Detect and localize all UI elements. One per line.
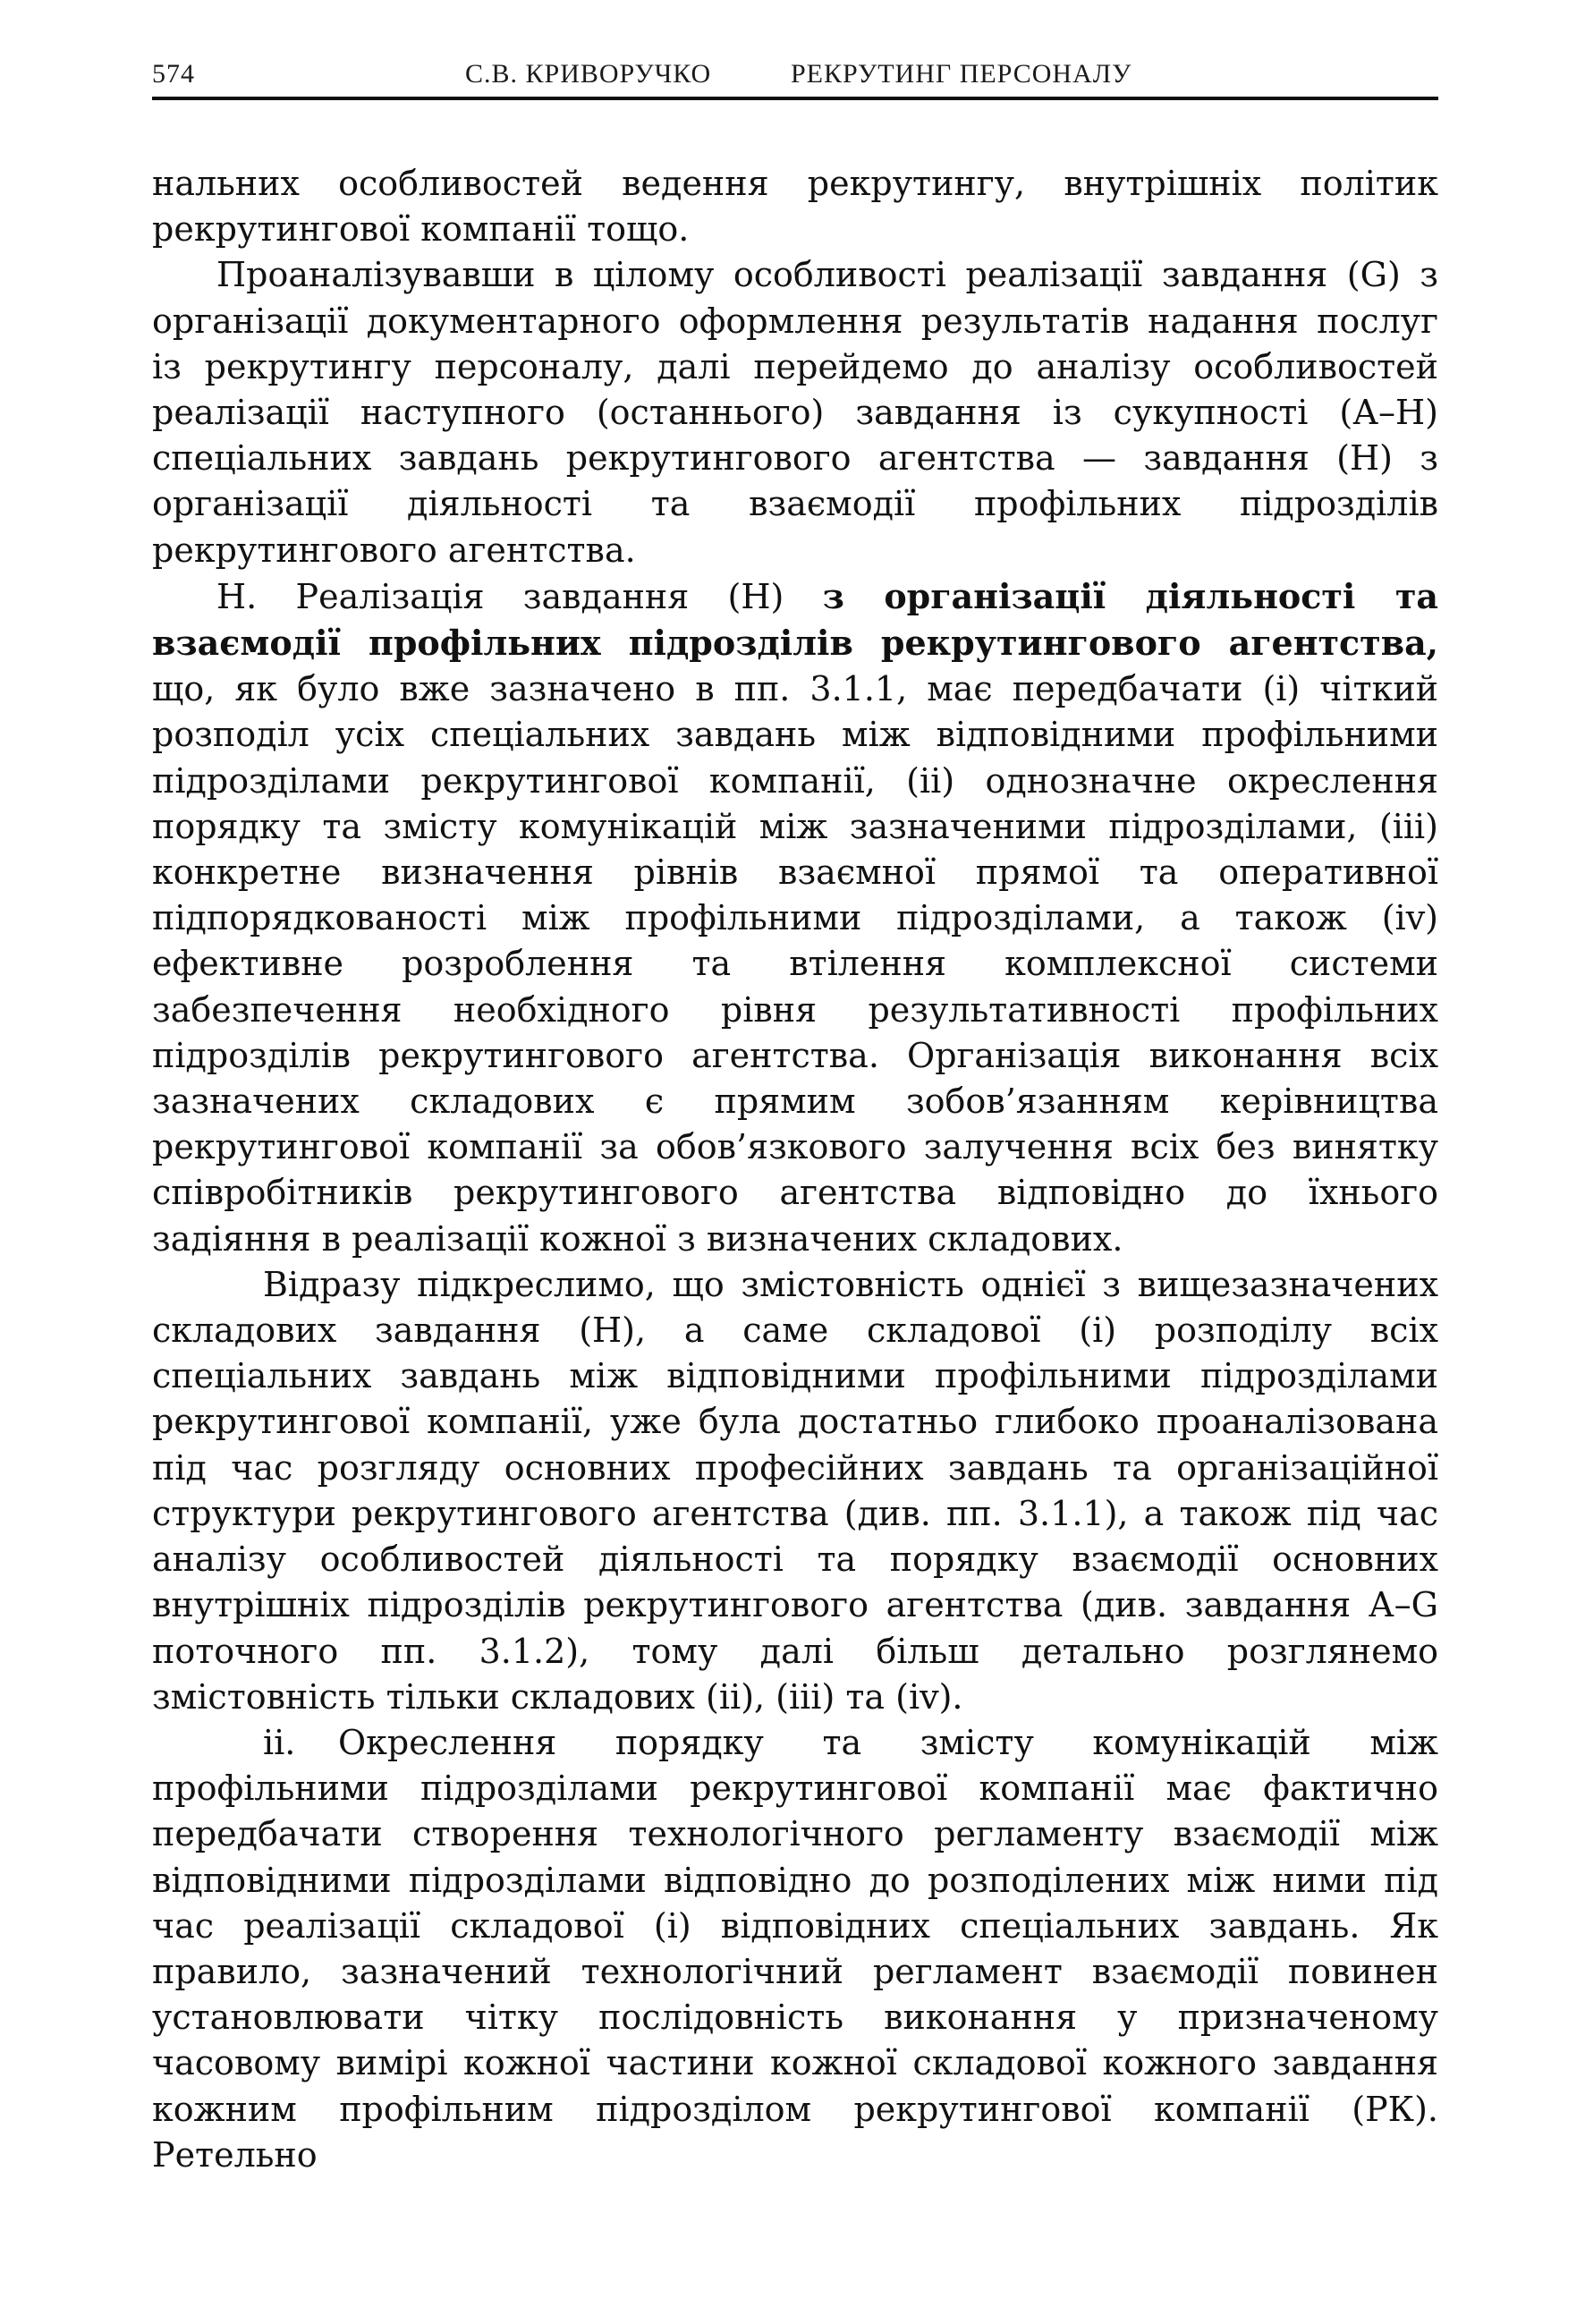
paragraph-item-ii <box>152 1720 1438 2178</box>
paragraph-continuation: нальних особливостей ведення рекрутингу, внутрішніх політик рекрутингової компанії тощо. <box>152 164 1438 250</box>
running-head-title: РЕКРУТИНГ ПЕРСОНАЛУ <box>791 59 1132 89</box>
paragraph-task-h-rest: що, як було вже зазначено в пп. 3.1.1, має передбачати (і) чіткий розподіл усіх спеціальних завдань між відповідними профільними підрозділами рекрутингової компанії, (іі) однозначне окреслення порядку та змісту комунікацій між зазначеними підрозділами, (ііі) конкретне визначення рівнів взаємної прямої та оперативної підпорядкованості між профільними підрозділами, а також (iv) ефективне розроблення та втілення комплексної системи забезпечення необхідного рівня результативності профільних підрозділів рекрутингового агентства. Організація виконання всіх зазначених складових є прямим зобов’язанням керівництва рекрутингової компанії за обов’язкового залучення всіх без винятку співробітників рекрутингового агентства відповідно до їхнього задіяння в реалізації кожної з визначених складових. <box>152 669 1438 1259</box>
running-head <box>152 54 1438 91</box>
paragraph-task-h <box>152 573 1438 1262</box>
header-rule <box>152 97 1438 100</box>
running-head-author: С.В. КРИВОРУЧКО <box>465 59 712 89</box>
page-number: 574 <box>152 59 195 89</box>
item-label-ii: іі. <box>263 1722 296 1762</box>
item-text-ii: Окреслення порядку та змісту комунікацій між профільними підрозділами рекрутингової компанії має фактично передбачати створення технологічного регламенту взаємодії між відповідними підрозділами відповідно до розподілених між ними під час реалізації складової (і) відповідних спеціальних завдань. Як правило, зазначений технологічний регламент взаємодії повинен установлювати чітку послідовність виконання у призначеному часовому вимірі кожної частини кожної складової кожного завдання кожним профільним підрозділом рекрутингової компанії (РК). Ретельно <box>152 1722 1438 2175</box>
paragraph-task-g-summary: Проаналізувавши в цілому особливості реалізації завдання (G) з організації документарного оформлення результатів надання послуг із рекрутингу персоналу, далі перейдемо до аналізу особливостей реалізації наступного (останнього) завдання із сукупності (А–Н) спеціальних завдань рекрутингового агентства — завдання (Н) з організації діяльності та взаємодії профільних підрозділів рекрутингового агентства. <box>152 255 1438 570</box>
page <box>152 54 1438 2175</box>
paragraph-task-h-bold: з організації діяльності та взаємодії профільних підрозділів рекрутингового агентства, <box>152 575 1438 664</box>
body-text <box>152 161 1438 2178</box>
paragraph-task-h-prefix: Н. Реалізація завдання (Н) <box>216 576 823 616</box>
paragraph-emphasis: Відразу підкреслимо, що змістовність однієї з вищезазначених складових завдання (Н), а саме складової (і) розподілу всіх спеціальних завдань між відповідними профільними підрозділами рекрутингової компанії, уже була достатньо глибоко проаналізована під час розгляду основних професійних завдань та організаційної структури рекрутингового агентства (див. пп. 3.1.1), а також під час аналізу особливостей діяльності та порядку взаємодії основних внутрішніх підрозділів рекрутингового агентства (див. завдання А–G поточного пп. 3.1.2), тому далі більш детально розглянемо змістовність тільки складових (іі), (ііі) та (iv). <box>152 1264 1438 1717</box>
